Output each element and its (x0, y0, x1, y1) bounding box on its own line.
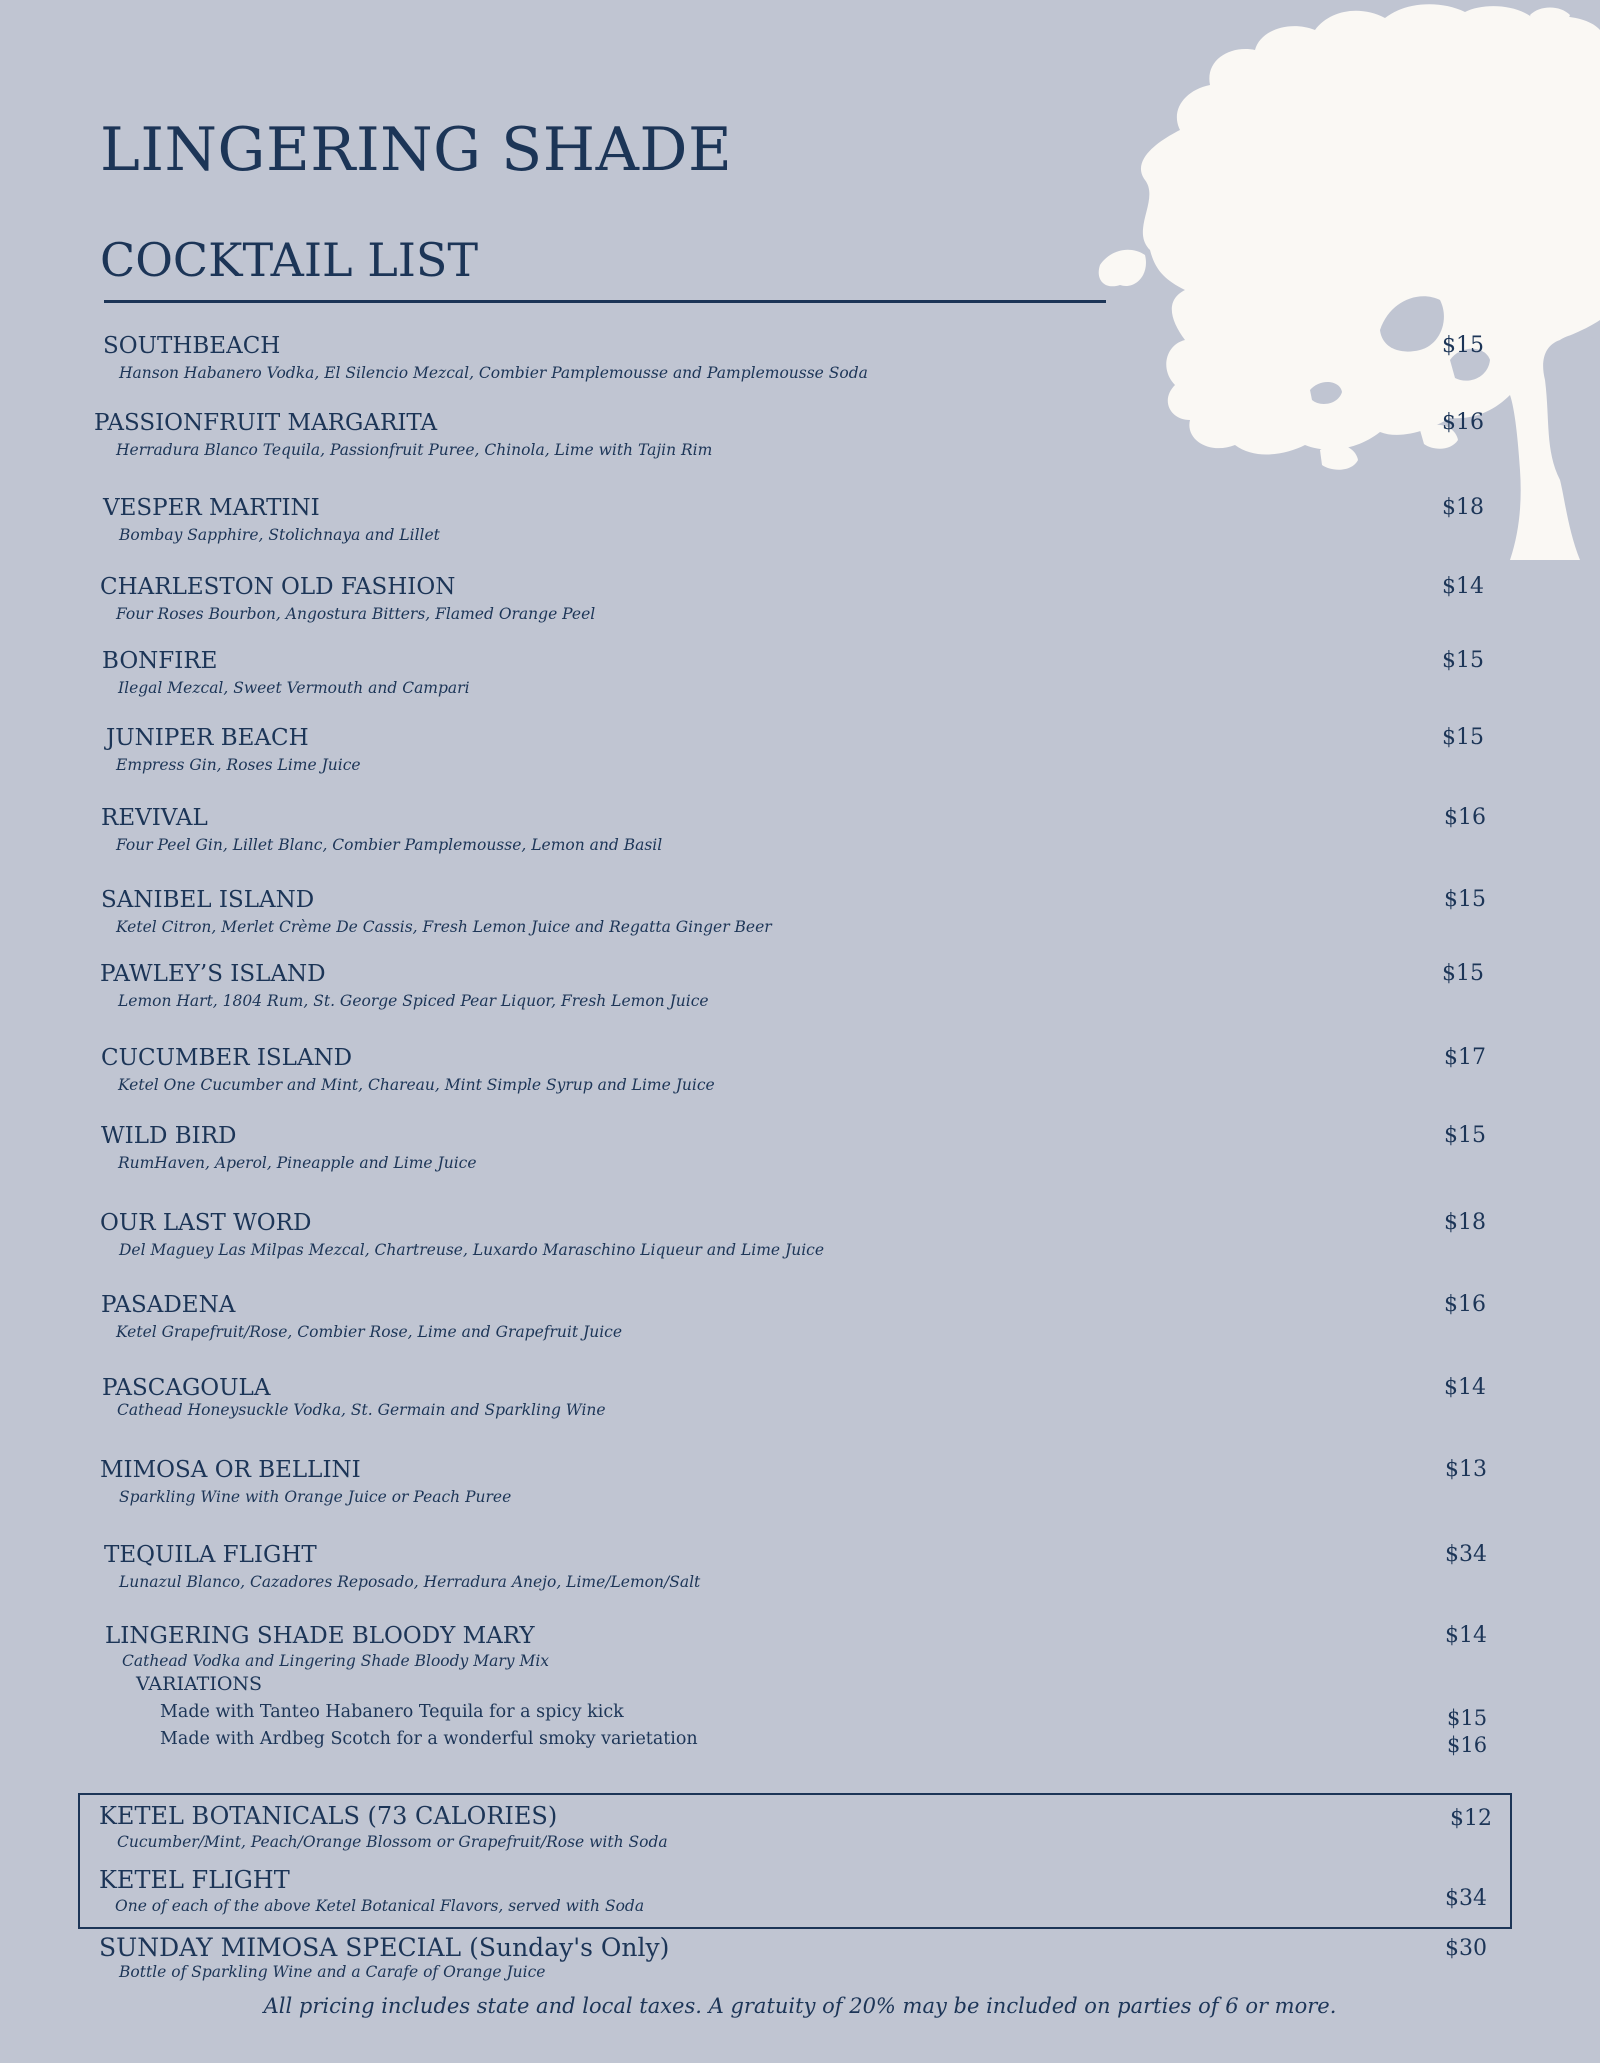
special-description: Bottle of Sparkling Wine and a Carafe of Orange Juice (119, 1963, 546, 1981)
variation-price: $15 (1447, 1706, 1488, 1730)
menu-subtitle: COCKTAIL LIST (100, 233, 479, 287)
special-price: $30 (1445, 1936, 1487, 1961)
item-description: Lemon Hart, 1804 Rum, St. George Spiced Pear Liquor, Fresh Lemon Juice (118, 992, 709, 1010)
item-price: $12 (1450, 1806, 1492, 1831)
item-description: Cathead Honeysuckle Vodka, St. Germain and Sparkling Wine (117, 1401, 606, 1419)
item-description: RumHaven, Aperol, Pineapple and Lime Juice (118, 1154, 477, 1172)
menu-item (100, 961, 1500, 1021)
item-name: BONFIRE (102, 648, 218, 674)
item-price: $13 (1445, 1457, 1487, 1482)
item-name: WILD BIRD (101, 1123, 237, 1149)
item-name: TEQUILA FLIGHT (104, 1542, 317, 1568)
item-price: $15 (1442, 961, 1484, 986)
item-price: $15 (1444, 1123, 1486, 1148)
item-name: CHARLESTON OLD FASHION (100, 574, 456, 600)
menu-item (103, 495, 1503, 555)
item-name: VESPER MARTINI (103, 495, 320, 521)
pricing-footnote: All pricing includes state and local taxes. A gratuity of 20% may be included on parties of 6 or more. (263, 1994, 1337, 2018)
item-name: PASCAGOULA (102, 1375, 271, 1401)
item-name: MIMOSA OR BELLINI (100, 1457, 361, 1483)
menu-item (99, 1802, 1499, 1862)
menu-item (106, 725, 1506, 785)
item-price: $16 (1444, 1292, 1486, 1317)
item-name: LINGERING SHADE BLOODY MARY (105, 1623, 535, 1649)
item-name: REVIVAL (101, 805, 208, 831)
item-price: $18 (1442, 495, 1484, 520)
item-name: PASSIONFRUIT MARGARITA (94, 410, 438, 436)
item-description: Lunazul Blanco, Cazadores Reposado, Herradura Anejo, Lime/Lemon/Salt (119, 1573, 701, 1591)
item-description: One of each of the above Ketel Botanical Flavors, served with Soda (115, 1897, 645, 1915)
item-description: Sparkling Wine with Orange Juice or Peach Puree (119, 1488, 512, 1506)
item-description: Four Peel Gin, Lillet Blanc, Combier Pamplemousse, Lemon and Basil (116, 836, 663, 854)
item-description: Empress Gin, Roses Lime Juice (116, 756, 361, 774)
item-price: $14 (1442, 574, 1484, 599)
item-description: Del Maguey Las Milpas Mezcal, Chartreuse, Luxardo Maraschino Liqueur and Lime Juice (119, 1241, 825, 1259)
item-name: CUCUMBER ISLAND (101, 1045, 353, 1071)
item-price: $14 (1444, 1375, 1486, 1400)
menu-item (103, 333, 1503, 393)
item-description: Ketel Grapefruit/Rose, Combier Rose, Lime and Grapefruit Juice (116, 1323, 623, 1341)
item-description: Four Roses Bourbon, Angostura Bitters, Flamed Orange Peel (116, 605, 596, 623)
menu-item (101, 805, 1501, 865)
item-name: OUR LAST WORD (100, 1210, 312, 1236)
item-name: SANIBEL ISLAND (101, 887, 315, 913)
item-name: KETEL FLIGHT (99, 1866, 290, 1894)
menu-item (100, 1457, 1500, 1517)
menu-item (102, 1375, 1502, 1435)
item-price: $18 (1444, 1210, 1486, 1235)
item-price: $15 (1442, 333, 1484, 358)
variations-label: VARIATIONS (136, 1673, 263, 1695)
item-price: $34 (1445, 1886, 1487, 1911)
menu-item (101, 1123, 1501, 1183)
item-description: Hanson Habanero Vodka, El Silencio Mezcal, Combier Pamplemousse and Pamplemousse Soda (119, 364, 868, 382)
item-name: PASADENA (101, 1292, 236, 1318)
variation-description: Made with Tanteo Habanero Tequila for a spicy kick (160, 1702, 624, 1722)
item-price: $15 (1442, 725, 1484, 750)
item-description: Bombay Sapphire, Stolichnaya and Lillet (119, 526, 440, 544)
variation-row (160, 1702, 1500, 1728)
item-price: $15 (1444, 887, 1486, 912)
menu-item (100, 1210, 1500, 1270)
item-price: $16 (1444, 805, 1486, 830)
item-description: Cucumber/Mint, Peach/Orange Blossom or Grapefruit/Rose with Soda (117, 1833, 668, 1851)
item-description: Herradura Blanco Tequila, Passionfruit Puree, Chinola, Lime with Tajin Rim (116, 441, 713, 459)
menu-item (101, 1045, 1501, 1105)
special-name: SUNDAY MIMOSA SPECIAL (Sunday's Only) (99, 1933, 670, 1962)
menu-item (100, 574, 1500, 634)
menu-item (94, 410, 1494, 470)
item-name: KETEL BOTANICALS (73 CALORIES) (99, 1802, 558, 1830)
menu-item (102, 648, 1502, 708)
item-price: $15 (1442, 648, 1484, 673)
item-description: Ketel Citron, Merlet Crème De Cassis, Fresh Lemon Juice and Regatta Ginger Beer (116, 918, 772, 936)
menu-item (101, 1292, 1501, 1352)
menu-item (105, 1623, 1505, 1683)
variation-row (160, 1729, 1500, 1755)
divider-line (104, 300, 1106, 303)
item-price: $17 (1444, 1045, 1486, 1070)
variation-price: $16 (1447, 1733, 1488, 1757)
item-description: Cathead Vodka and Lingering Shade Bloody Mary Mix (122, 1652, 550, 1670)
menu-item (104, 1542, 1504, 1602)
item-price: $16 (1442, 410, 1484, 435)
menu-item (101, 887, 1501, 947)
special-item (99, 1933, 1499, 1993)
item-price: $34 (1445, 1542, 1487, 1567)
restaurant-title: LINGERING SHADE (100, 115, 733, 185)
item-description: Ilegal Mezcal, Sweet Vermouth and Campari (118, 679, 470, 697)
item-description: Ketel One Cucumber and Mint, Chareau, Mint Simple Syrup and Lime Juice (118, 1076, 715, 1094)
item-name: JUNIPER BEACH (106, 725, 309, 751)
item-name: PAWLEY’S ISLAND (100, 961, 326, 987)
menu-item (99, 1866, 1499, 1926)
tree-silhouette-icon (1090, 0, 1600, 570)
item-price: $14 (1445, 1623, 1487, 1648)
variation-description: Made with Ardbeg Scotch for a wonderful smoky varietation (160, 1729, 698, 1749)
item-name: SOUTHBEACH (103, 333, 281, 359)
